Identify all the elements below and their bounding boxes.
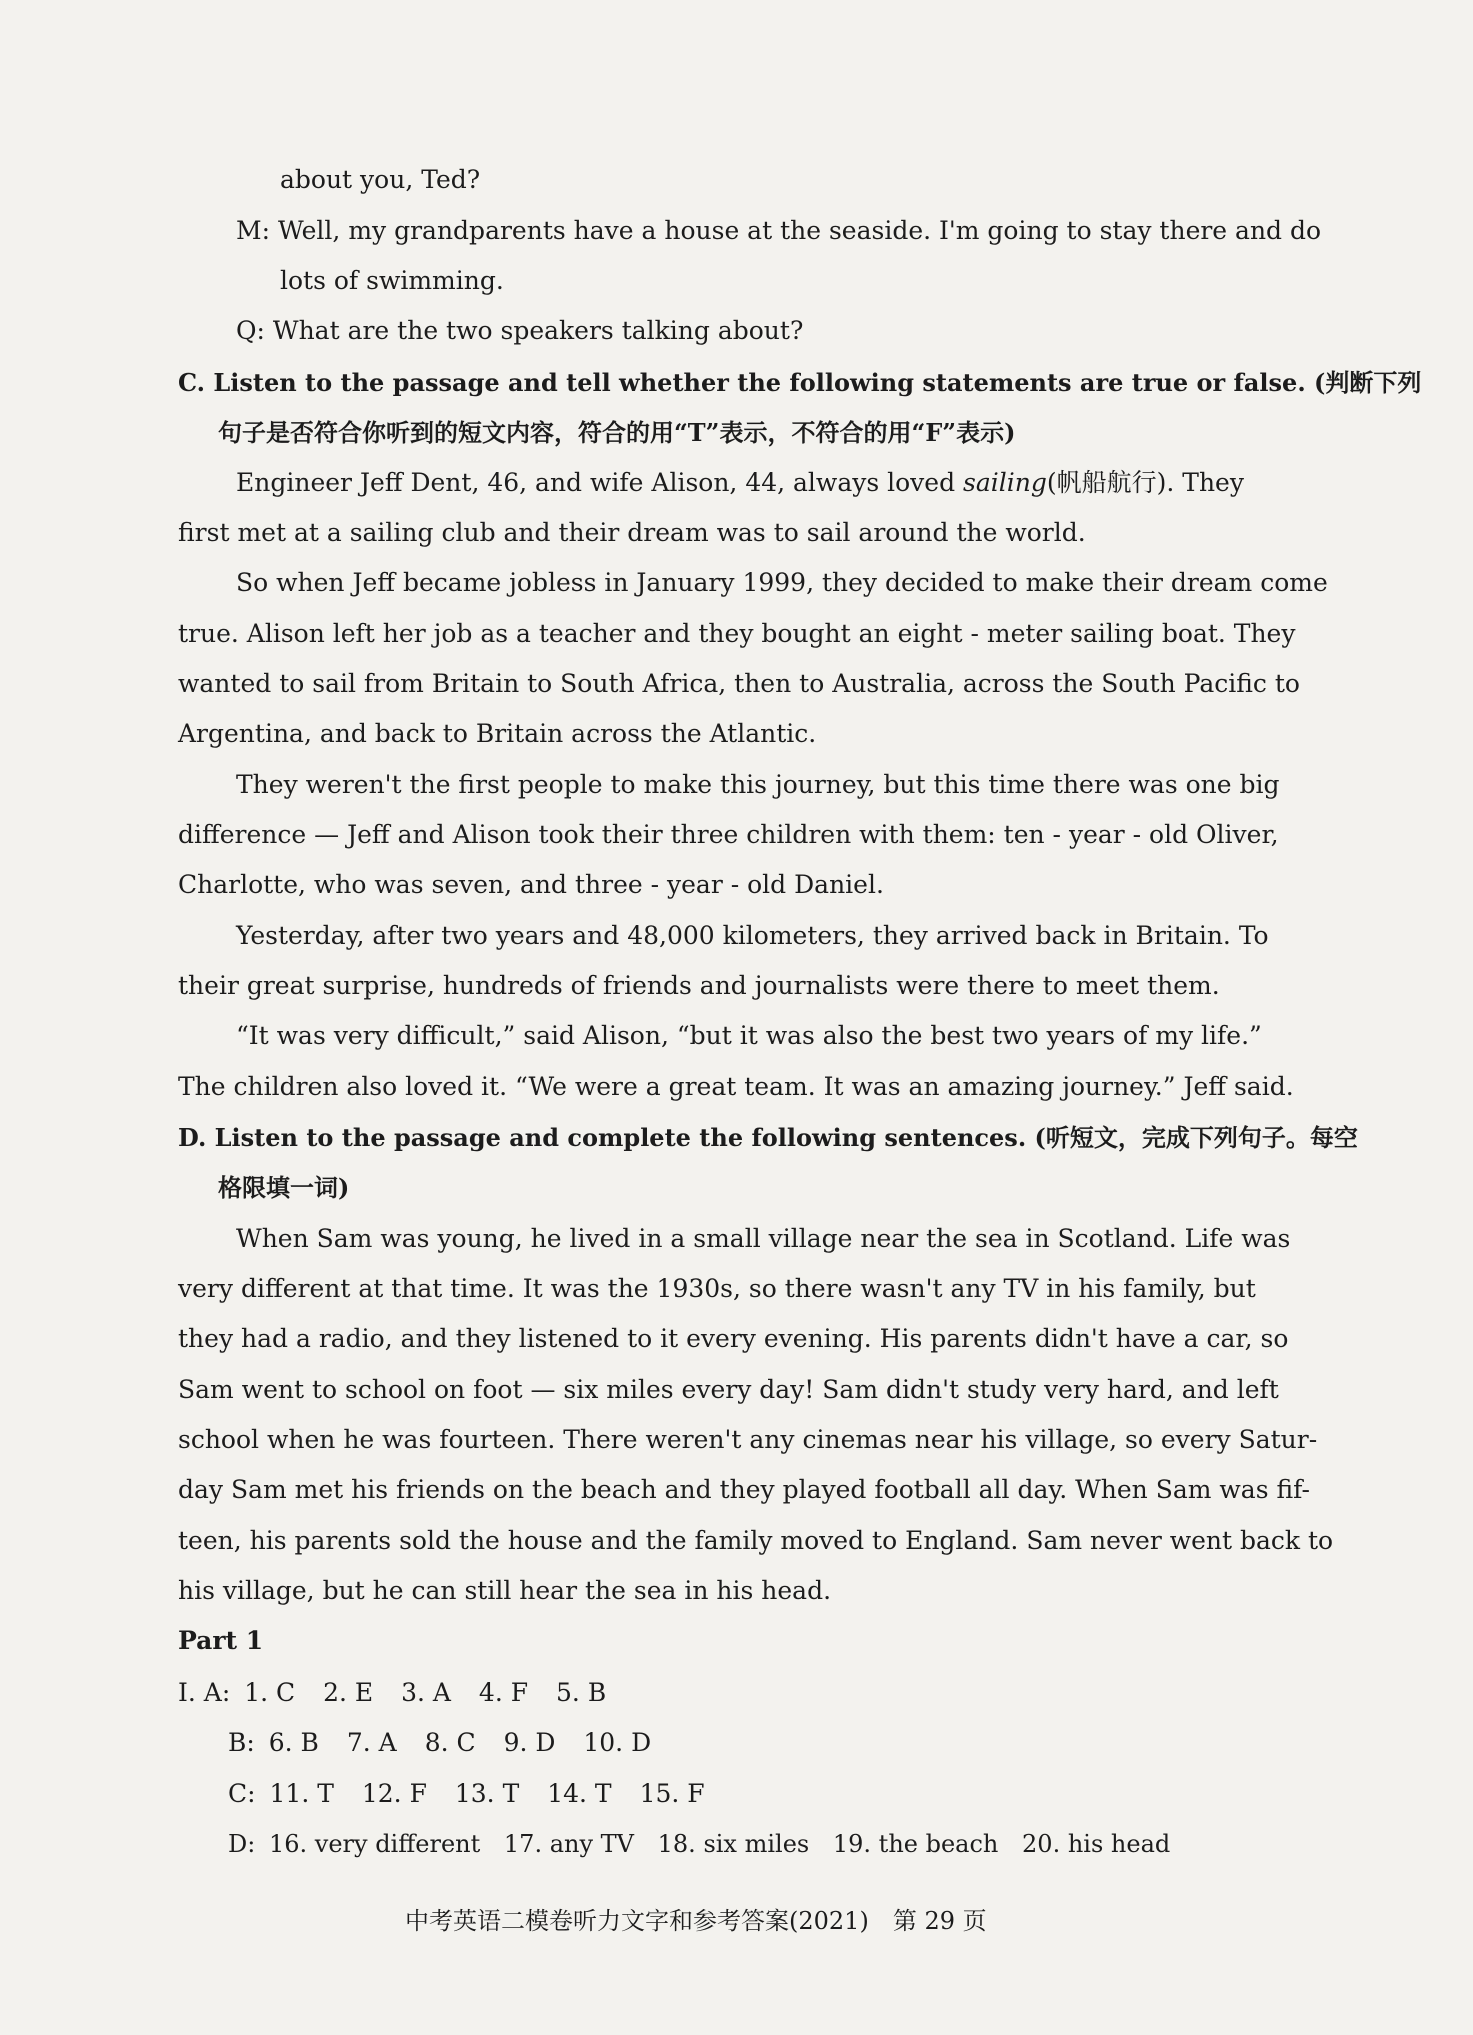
answer-item: 14. T (547, 1779, 612, 1808)
page-footer (405, 1904, 1011, 1938)
page-number: 第 29 页 (892, 1907, 987, 1935)
speaker-label: Q: (236, 316, 265, 345)
answer-item: 4. F (478, 1678, 529, 1707)
passage-line: So when Jeff became jobless in January 1999, they decided to make their dream come (236, 568, 1328, 597)
answer-item: 7. A (346, 1728, 397, 1757)
passage-line: their great surprise, hundreds of friends and journalists were there to meet them. (178, 971, 1220, 1000)
passage-line: teen, his parents sold the house and the family moved to England. Sam never went back to (178, 1526, 1334, 1555)
passage-line: Charlotte, who was seven, and three - year - old Daniel. (178, 870, 884, 899)
passage-line: difference — Jeff and Alison took their three children with them: ten - year - old Oliver, (178, 820, 1279, 849)
passage-line: wanted to sail from Britain to South Africa, then to Australia, across the South Pacific to (178, 669, 1300, 698)
answer-item: 12. F (361, 1779, 427, 1808)
answer-label: C: (228, 1779, 256, 1808)
answer-item: 1. C (244, 1678, 296, 1707)
passage-line: school when he was fourteen. There weren't any cinemas near his village, so every Satur- (178, 1425, 1318, 1454)
answer-item: 20. his head (1022, 1830, 1171, 1858)
passage-line: very different at that time. It was the 1930s, so there wasn't any TV in his family, but (178, 1274, 1256, 1303)
answer-label: D: (228, 1830, 256, 1858)
answer-item: 5. B (556, 1678, 607, 1707)
answer-item: 15. F (639, 1779, 705, 1808)
dialogue-text: Well, my grandparents have a house at the seaside. I'm going to stay there and do (277, 216, 1322, 245)
passage-line: his village, but he can still hear the sea in his head. (178, 1576, 832, 1605)
passage-line: Yesterday, after two years and 48,000 kilometers, they arrived back in Britain. To (236, 921, 1269, 950)
dialogue-text: What are the two speakers talking about? (272, 316, 804, 345)
part-title: Part 1 (178, 1626, 264, 1655)
section-d-heading: D. Listen to the passage and complete the following sentences. (听短文，完成下列句子。每空 (178, 1123, 1358, 1152)
answer-row (228, 1827, 1170, 1861)
passage-line: they had a radio, and they listened to it every evening. His parents didn't have a car, so (178, 1324, 1289, 1353)
section-d-heading-cont: 格限填一词) (218, 1173, 350, 1202)
passage-line: They weren't the first people to make this journey, but this time there was one big (236, 770, 1280, 799)
section-c-heading: C. Listen to the passage and tell whether the following statements are true or false. (判断下列 (178, 368, 1422, 397)
answer-item: 13. T (454, 1779, 520, 1808)
answer-label: B: (228, 1728, 255, 1757)
answer-item: 16. very different (268, 1830, 481, 1858)
passage-line: “It was very difficult,” said Alison, “but it was also the best two years of my life.” (236, 1021, 1262, 1050)
answer-item: 17. any TV (503, 1830, 634, 1858)
passage-line: The children also loved it. “We were a great team. It was an amazing journey.” Jeff said. (178, 1072, 1294, 1101)
dialogue-line: lots of swimming. (280, 266, 504, 295)
answer-item: 10. D (583, 1728, 652, 1757)
sailing-gloss: (帆船航行). They (1046, 468, 1244, 497)
sailing-word: sailing (963, 468, 1047, 497)
passage-line: Argentina, and back to Britain across the Atlantic. (178, 719, 817, 748)
passage-line: When Sam was young, he lived in a small village near the sea in Scotland. Life was (236, 1224, 1291, 1253)
answer-item: 18. six miles (657, 1830, 810, 1858)
answer-item: 11. T (269, 1779, 334, 1808)
answer-row (228, 1726, 651, 1760)
answer-item: 6. B (268, 1728, 319, 1757)
answer-item: 2. E (323, 1678, 374, 1707)
answer-item: 3. A (401, 1678, 451, 1707)
answer-label: Ⅰ. A: (178, 1678, 231, 1707)
section-c-heading-cont: 句子是否符合你听到的短文内容，符合的用“T”表示，不符合的用“F”表示) (218, 418, 1016, 447)
speaker-label: M: (236, 216, 271, 245)
answer-item: 19. the beach (832, 1830, 999, 1858)
dialogue-line (236, 214, 1321, 248)
passage-line: first met at a sailing club and their dream was to sail around the world. (178, 518, 1086, 547)
passage-line: Sam went to school on foot — six miles every day! Sam didn't study very hard, and left (178, 1375, 1279, 1404)
passage-line: true. Alison left her job as a teacher and they bought an eight - meter sailing boat. They (178, 619, 1296, 648)
footer-title: 中考英语二模卷听力文字和参考答案(2021) (405, 1907, 869, 1935)
answer-row (178, 1676, 606, 1710)
dialogue-line (236, 314, 803, 348)
passage-line: Engineer Jeff Dent, 46, and wife Alison, 44, always loved sailing(帆船航行). They (236, 468, 1244, 497)
answer-item: 8. C (424, 1728, 476, 1757)
passage-line: day Sam met his friends on the beach and they played football all day. When Sam was fif- (178, 1475, 1310, 1504)
answer-item: 9. D (503, 1728, 556, 1757)
dialogue-line: about you, Ted? (280, 165, 481, 194)
answer-row (228, 1777, 705, 1811)
